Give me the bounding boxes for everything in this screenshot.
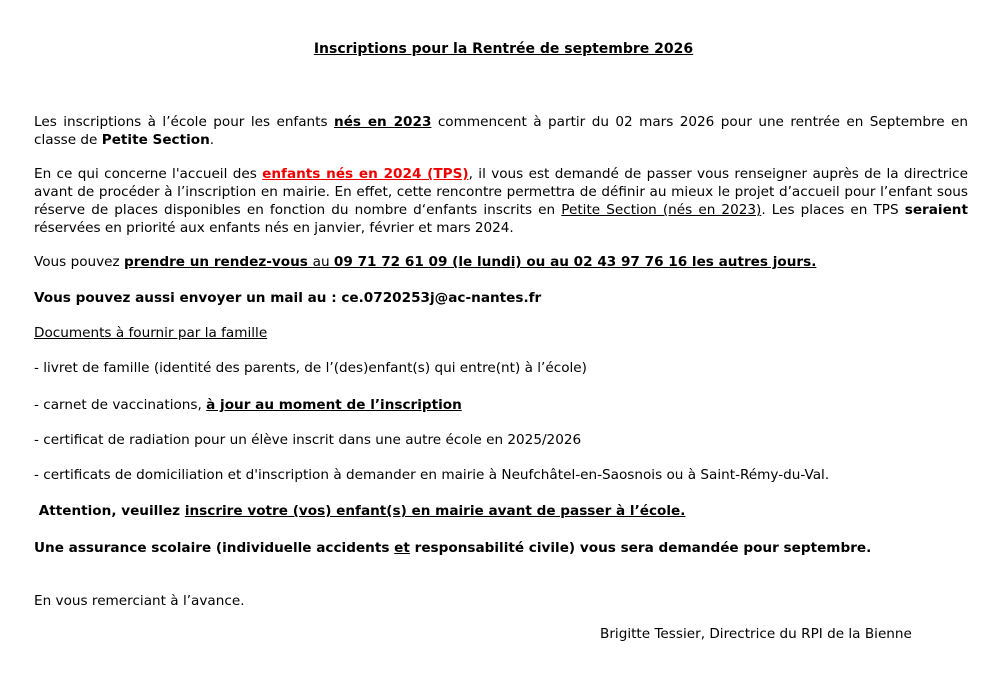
paragraph-email: Vous pouvez aussi envoyer un mail au : ce.0720253j@ac-nantes.fr [34,290,542,306]
document-item-livret: - livret de famille (identité des parents, de l’(des)enfant(s) qui entre(nt) à l’école) [34,360,587,376]
text: , il vous est demandé de passer vous renseigner auprès de la directrice avant de procéder à l’inscription en mairie. En effet, cette rencontre permettra de définir au mieux le projet d’accueil pour l’enfant sous réserve de places disponibles en fonction du nombre d‘enfants inscrits en [34,166,968,218]
page-title: Inscriptions pour la Rentrée de septembre 2026 [313,41,694,57]
text: Une assurance scolaire (individuelle accidents [34,540,395,556]
text: - carnet de vaccinations, [34,397,207,413]
document-item-radiation: - certificat de radiation pour un élève inscrit dans une autre école en 2025/2026 [34,432,582,448]
signature: Brigitte Tessier, Directrice du RPI de la Bienne [600,626,912,642]
text: En ce qui concerne l'accueil des [34,166,263,182]
emphasis-petite-section: Petite Section [101,132,210,148]
paragraph-rendez-vous [34,253,968,271]
emphasis-born-2023: nés en 2023 [334,114,432,130]
paragraph-assurance [34,539,968,557]
text: . Les places en TPS [761,202,905,218]
text: Vous pouvez [34,254,125,270]
text: responsabilité civile) vous sera demandée pour septembre. [409,540,872,556]
text: Les inscriptions à l’école pour les enfants [34,114,335,130]
phone-numbers: 09 71 72 61 09 (le lundi) ou au 02 43 97 76 16 les autres jours. [333,254,817,270]
emphasis-rendez-vous: prendre un rendez-vous [124,254,313,270]
document-item-vaccinations [34,396,968,414]
emphasis-petite-section-2023: Petite Section (nés en 2023) [561,202,762,218]
paragraph-inscriptions-2023 [34,113,968,149]
paragraph-thanks: En vous remerciant à l’avance. [34,593,245,609]
document-item-domiciliation: - certificats de domiciliation et d'inscription à demander en mairie à Neufchâtel-en-Saosnois ou à Saint-Rémy-du-Val. [34,467,830,483]
paragraph-tps [34,165,968,237]
emphasis-seraient: seraient [904,202,968,218]
emphasis-born-2024-tps: enfants nés en 2024 (TPS) [262,166,469,182]
text: . [209,132,215,148]
text: Attention, veuillez [34,503,185,519]
text: commencent à partir du 02 mars 2026 pour une rentrée en Septembre en classe de [34,114,969,148]
paragraph-attention [34,502,968,520]
emphasis-et: et [394,540,410,556]
documents-heading: Documents à fournir par la famille [34,325,268,341]
text: au [312,254,334,270]
text: réservées en priorité aux enfants nés en janvier, février et mars 2024. [34,220,514,236]
emphasis-mairie: inscrire votre (vos) enfant(s) en mairie avant de passer à l’école. [184,503,686,519]
emphasis-a-jour: à jour au moment de l’inscription [206,397,462,413]
